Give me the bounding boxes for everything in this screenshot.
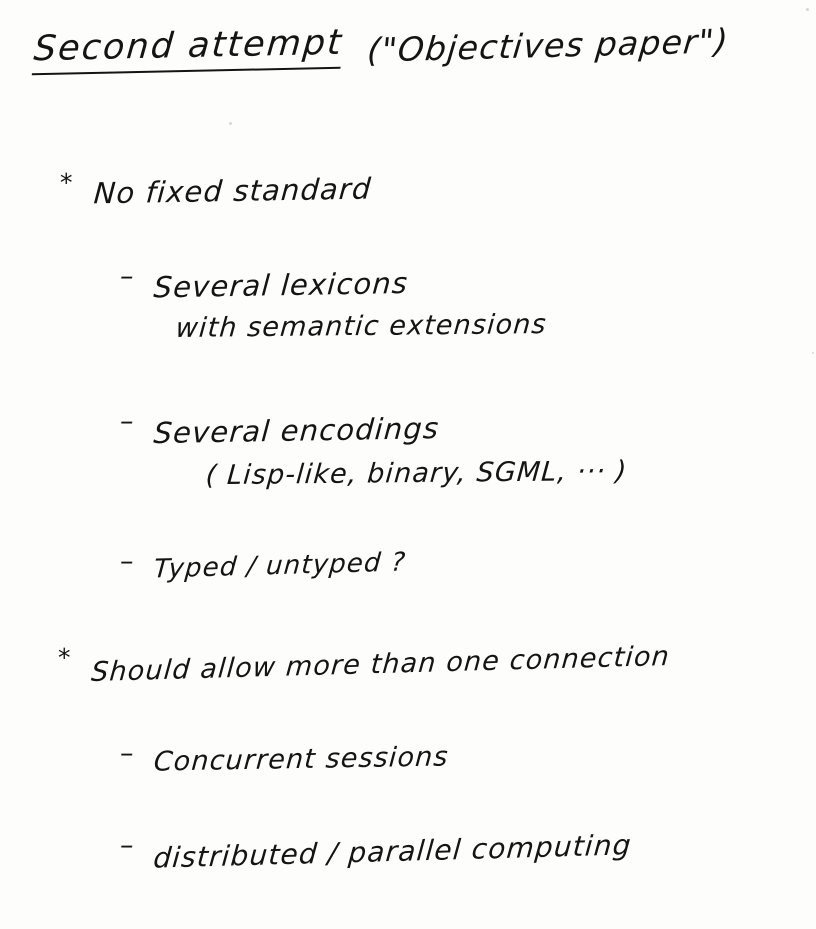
dash-marker: – [120,261,134,292]
dash-marker: – [120,406,134,437]
section-1-item-3 [120,548,406,586]
item-line-2: with semantic extensions [174,309,548,344]
section-2-item-1 [120,740,448,779]
section-1-item-2 [120,406,629,492]
bullet-text: Should allow more than one connection [90,640,672,689]
page-title [32,21,732,72]
title-parenthetical: ("Objectives paper") [366,21,732,70]
item-line-1: Several encodings [152,411,441,451]
dash-marker: – [120,830,134,861]
scan-speck [806,8,809,11]
item-line-2: ( Lisp-like, binary, SGML, ··· ) [204,455,629,492]
item-line-1: distributed / parallel computing [152,828,633,875]
scan-speck [229,122,232,125]
dash-marker: – [120,546,134,577]
section-1-bullet [60,170,371,212]
bullet-marker: * [58,643,71,672]
scan-speck [812,352,814,354]
title-underlined: Second attempt [32,23,345,75]
section-1-item-1 [120,263,547,342]
item-line-1: Concurrent sessions [152,741,450,778]
section-2-bullet [58,640,672,689]
item-line-1: Several lexicons [152,265,410,305]
item-line-1: Typed / untyped ? [152,547,408,585]
bullet-marker: * [60,168,73,197]
dash-marker: – [120,738,134,769]
section-2-item-2 [120,828,633,875]
bullet-text: No fixed standard [92,171,373,211]
